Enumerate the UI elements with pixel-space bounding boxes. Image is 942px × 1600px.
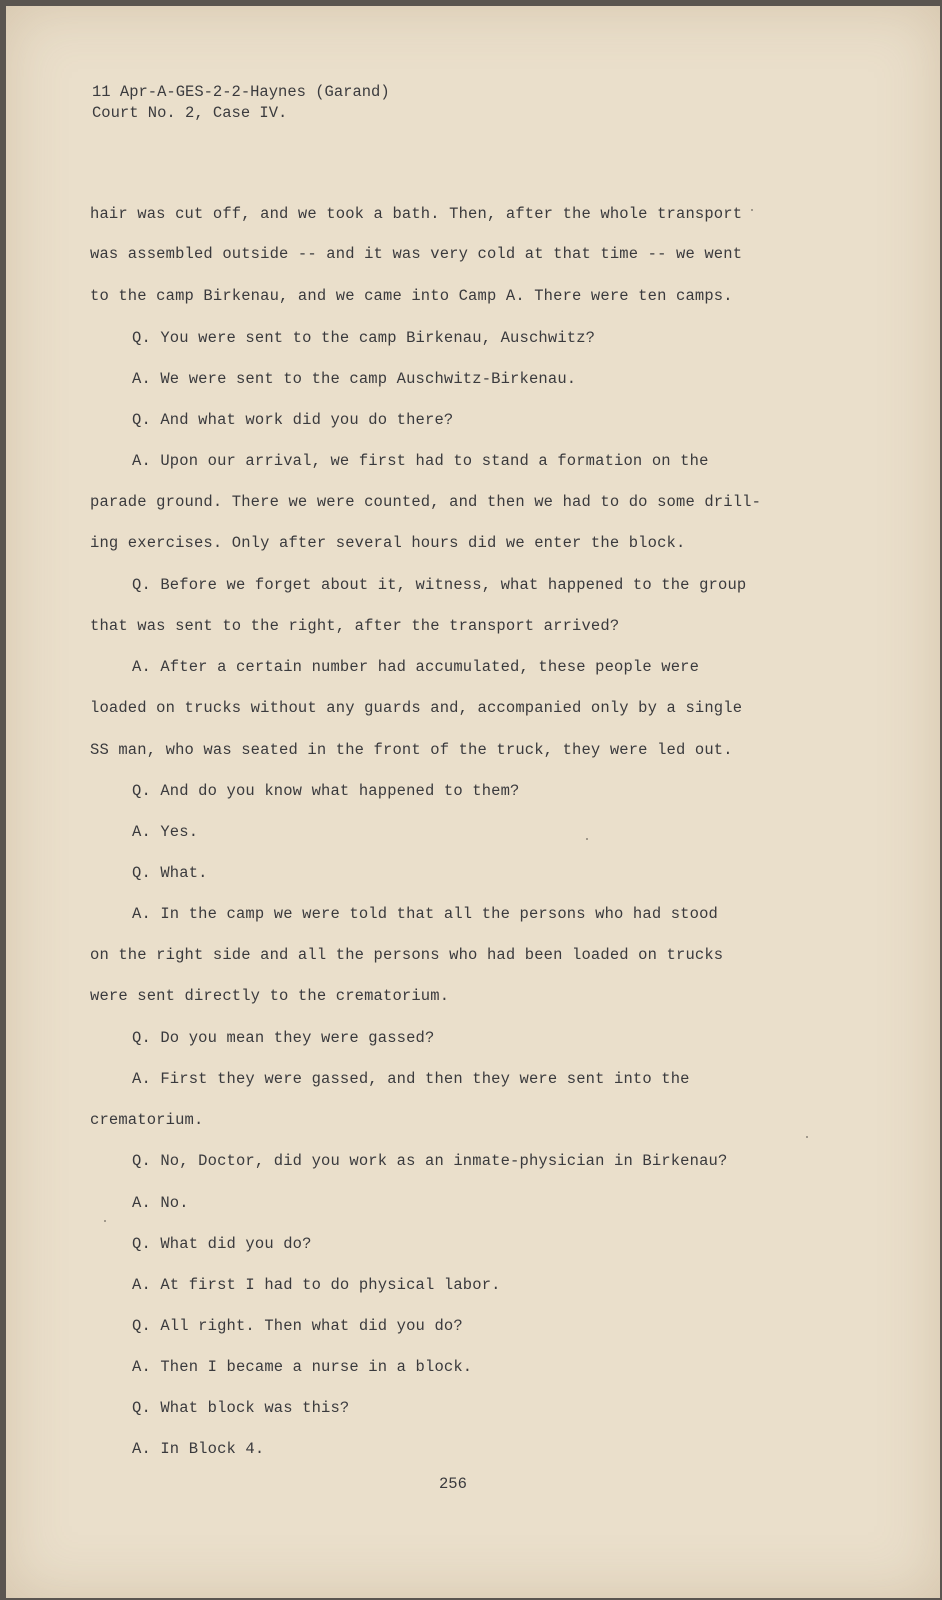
transcript-question: Q. And do you know what happened to them? — [132, 782, 520, 800]
transcript-answer: A. Then I became a nurse in a block. — [132, 1358, 473, 1376]
transcript-line: were sent directly to the crematorium. — [90, 987, 450, 1005]
transcript-question: Q. Do you mean they were gassed? — [132, 1029, 435, 1047]
paper-speck — [586, 838, 588, 840]
transcript-answer: A. No. — [132, 1194, 189, 1212]
transcript-answer: A. Yes. — [132, 823, 199, 841]
document-header — [92, 82, 390, 124]
paper-speck — [104, 1220, 106, 1222]
transcript-line: that was sent to the right, after the transport arrived? — [90, 617, 620, 635]
transcript-line: on the right side and all the persons who had been loaded on trucks — [90, 946, 724, 964]
transcript-answer: A. First they were gassed, and then they were sent into the — [132, 1070, 690, 1088]
transcript-line: crematorium. — [90, 1111, 204, 1129]
header-file-reference: 11 Apr-A-GES-2-2-Haynes (Garand) — [92, 83, 390, 101]
transcript-line: to the camp Birkenau, and we came into Camp A. There were ten camps. — [90, 287, 733, 305]
transcript-question: Q. No, Doctor, did you work as an inmate-physician in Birkenau? — [132, 1152, 728, 1170]
transcript-line: loaded on trucks without any guards and, accompanied only by a single — [90, 699, 743, 717]
transcript-answer: A. In the camp we were told that all the persons who had stood — [132, 905, 718, 923]
document-page — [6, 6, 940, 1598]
transcript-question: Q. What did you do? — [132, 1235, 312, 1253]
transcript-question: Q. And what work did you do there? — [132, 411, 454, 429]
page-number: 256 — [439, 1475, 467, 1493]
header-court-case: Court No. 2, Case IV. — [92, 104, 288, 122]
paper-speck — [751, 209, 753, 211]
transcript-line: hair was cut off, and we took a bath. Then, after the whole transport — [90, 205, 743, 223]
transcript-line: parade ground. There we were counted, and then we had to do some drill- — [90, 493, 762, 511]
transcript-answer: A. Upon our arrival, we first had to stand a formation on the — [132, 452, 709, 470]
transcript-line: SS man, who was seated in the front of the truck, they were led out. — [90, 741, 733, 759]
transcript-question: Q. All right. Then what did you do? — [132, 1317, 463, 1335]
transcript-question: Q. Before we forget about it, witness, what happened to the group — [132, 576, 747, 594]
paper-speck — [806, 1136, 808, 1138]
transcript-answer: A. After a certain number had accumulated, these people were — [132, 658, 700, 676]
transcript-question: Q. What block was this? — [132, 1399, 350, 1417]
transcript-question: Q. You were sent to the camp Birkenau, Auschwitz? — [132, 329, 596, 347]
transcript-answer: A. At first I had to do physical labor. — [132, 1276, 501, 1294]
transcript-line: ing exercises. Only after several hours did we enter the block. — [90, 534, 686, 552]
transcript-answer: A. In Block 4. — [132, 1440, 265, 1458]
transcript-answer: A. We were sent to the camp Auschwitz-Birkenau. — [132, 370, 577, 388]
transcript-question: Q. What. — [132, 864, 208, 882]
transcript-line: was assembled outside -- and it was very cold at that time -- we went — [90, 245, 743, 263]
